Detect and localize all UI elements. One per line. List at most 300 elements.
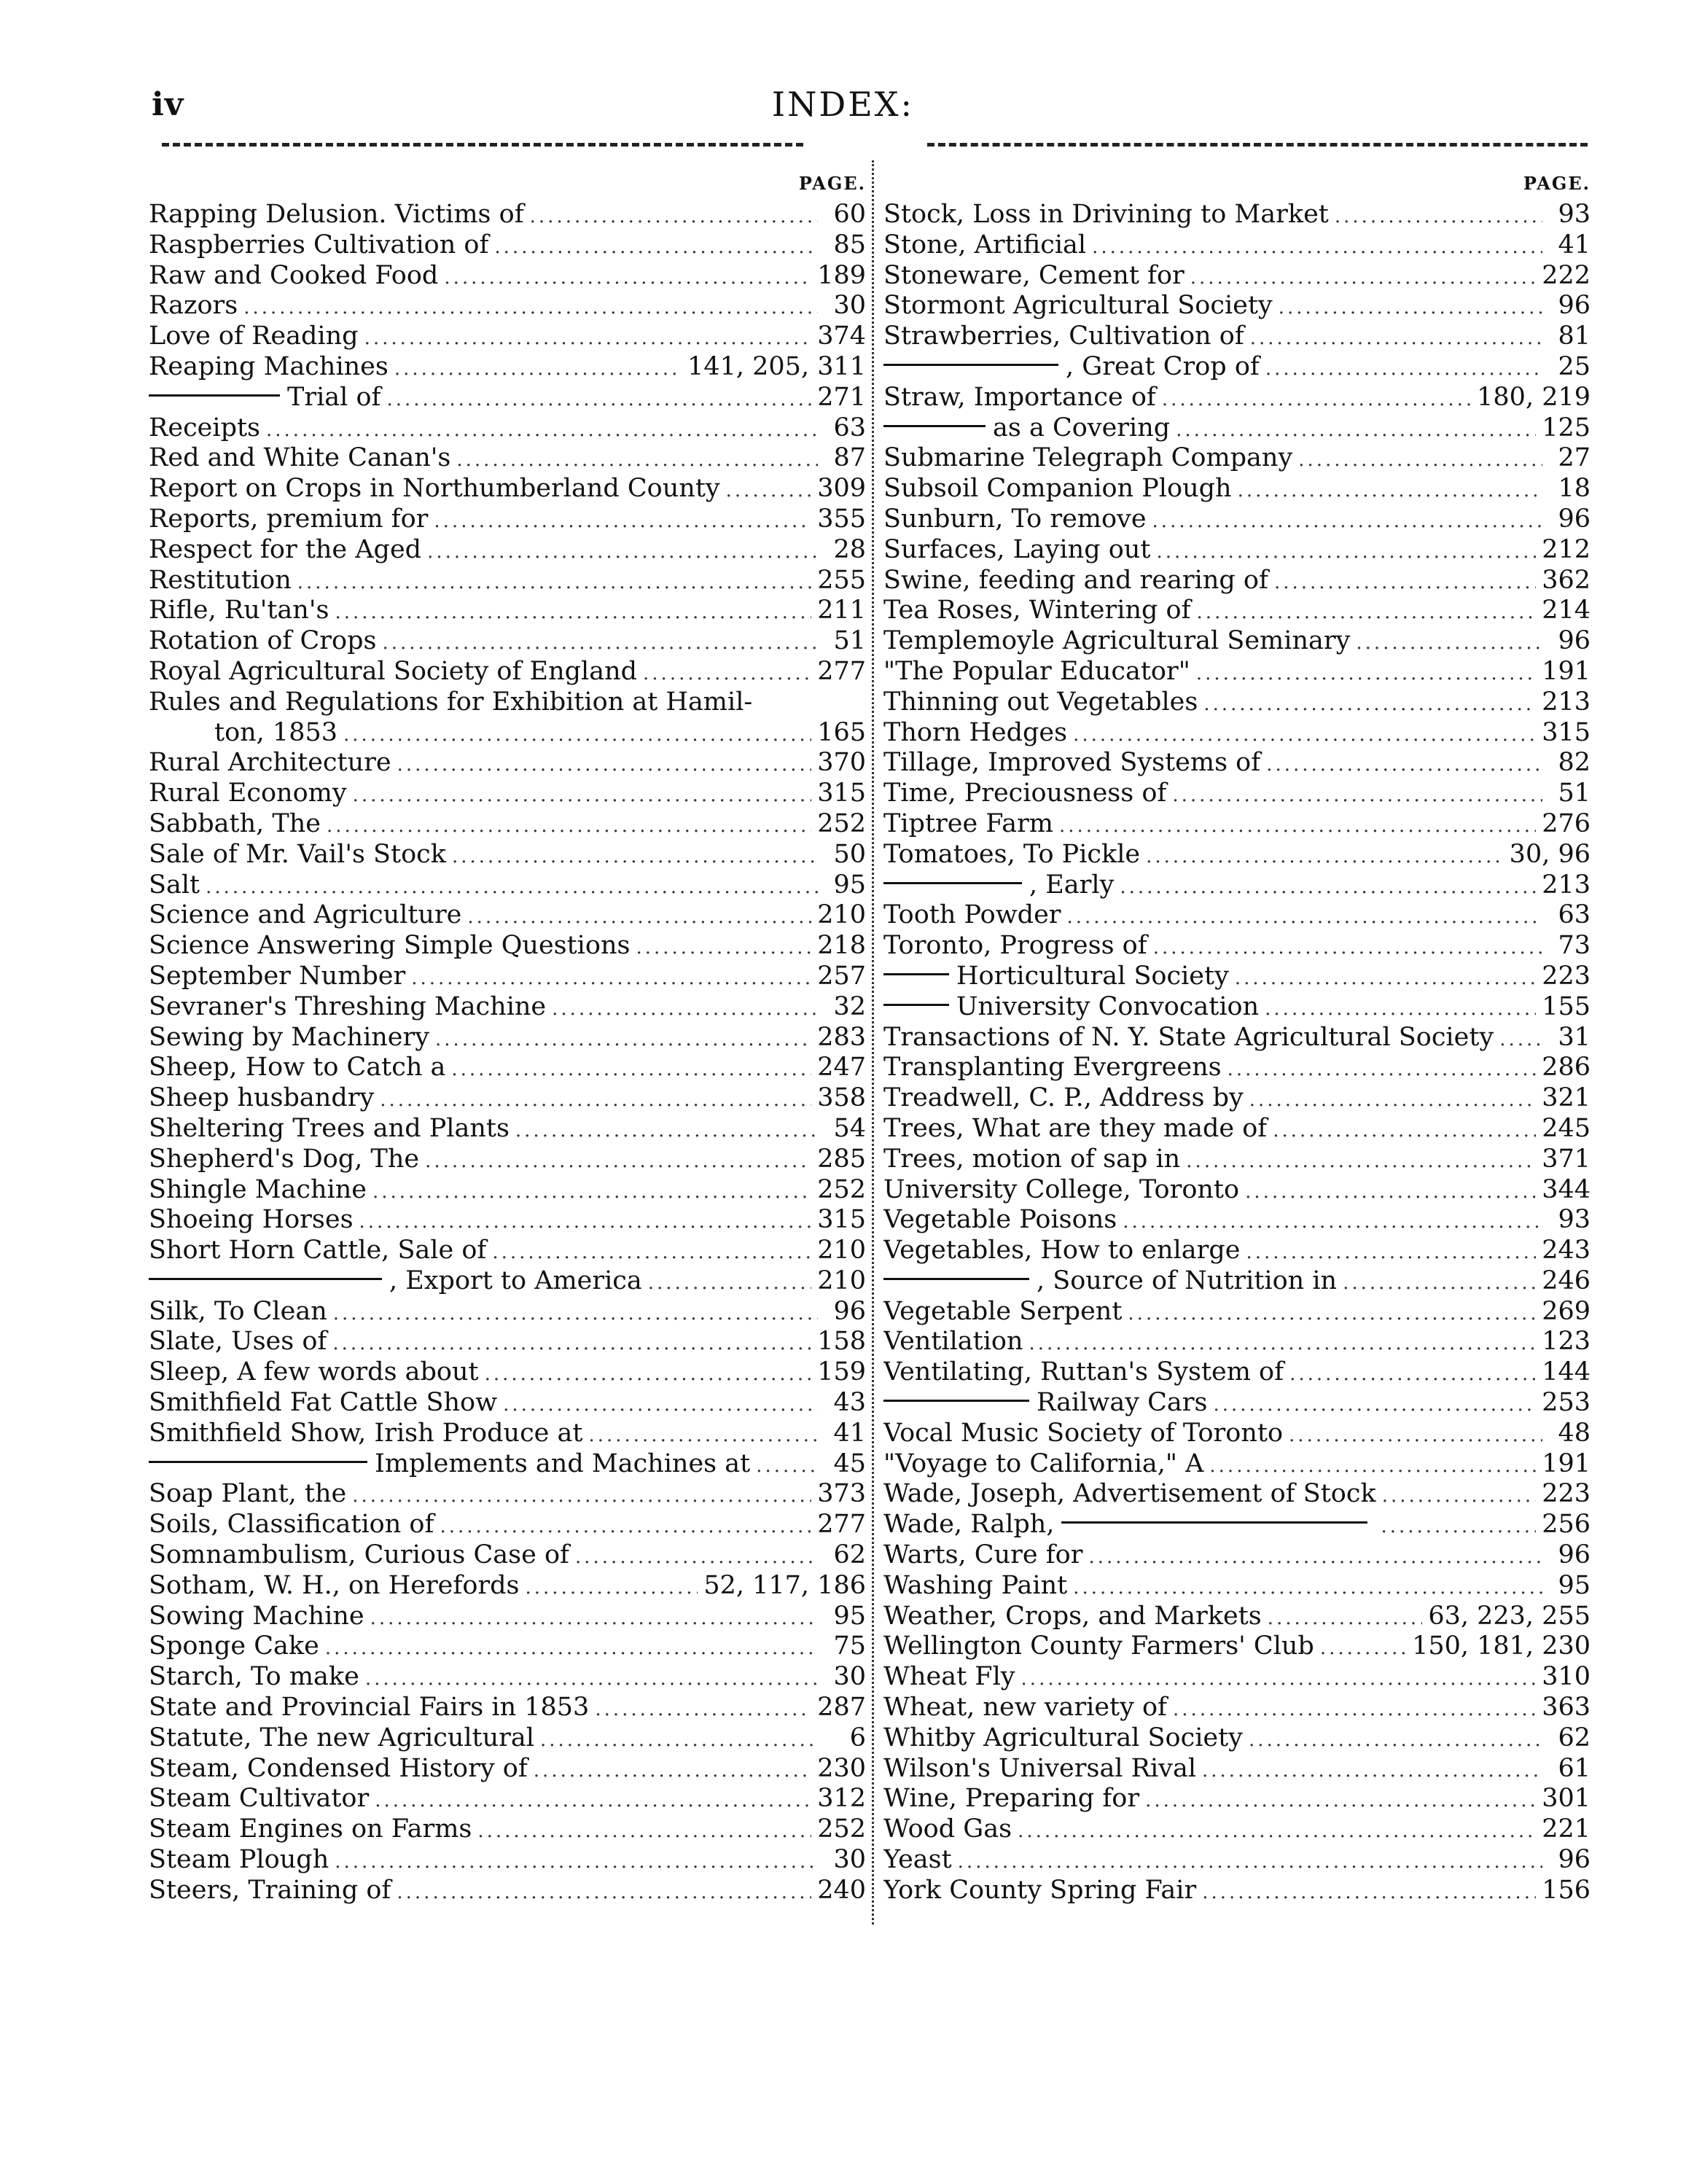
entry-title-text: Rural Economy: [149, 779, 347, 808]
entry-title: [149, 1693, 589, 1723]
entry-title-text: Sotham, W. H., on Herefords: [149, 1570, 520, 1600]
entry-title-text: York County Spring Fair: [883, 1875, 1197, 1905]
entry-title-text: Tillage, Improved Systems of: [883, 748, 1261, 778]
entry-title: [883, 1023, 1494, 1053]
entry-page: 230: [817, 1753, 866, 1783]
entry-title-text: Red and White Canan's: [149, 443, 451, 473]
entry-page: 81: [1558, 321, 1591, 351]
entry-title-text: Rifle, Ru'tan's: [149, 596, 329, 625]
index-entry: [883, 1175, 1591, 1206]
entry-title-text: Implements and Machines at: [375, 1448, 751, 1478]
entry-page: 32: [833, 991, 866, 1021]
entry-title: [883, 626, 1350, 657]
entry-title: [149, 840, 446, 870]
entry-page: 30: [833, 1662, 866, 1692]
entry-title: [883, 504, 1147, 535]
index-entry: [149, 870, 866, 901]
entry-title-text: State and Provincial Fairs in 1853: [149, 1693, 590, 1723]
index-entry: [883, 504, 1591, 535]
entry-title-text: Receipts: [149, 413, 261, 442]
index-entry: [883, 931, 1591, 962]
index-entry: [883, 291, 1591, 321]
index-entry: [883, 413, 1591, 444]
entry-page: 214: [1542, 596, 1591, 625]
entry-title-text: , Great Crop of: [1066, 351, 1260, 381]
entry-page: 344: [1542, 1174, 1591, 1204]
entry-title-text: Razors: [149, 291, 238, 321]
dot-leader: [1176, 416, 1536, 444]
entry-page: 223: [1542, 961, 1591, 991]
index-entry: [149, 1053, 866, 1083]
index-entry: [149, 535, 866, 566]
entry-title: [883, 1754, 1196, 1785]
entry-title: [883, 1723, 1243, 1754]
ditto-dash: [883, 973, 949, 975]
entry-title-text: Wilson's Universal Rival: [883, 1753, 1197, 1783]
dot-leader: [1246, 1238, 1536, 1266]
index-entry: [883, 962, 1591, 992]
page-column-label: PAGE.: [1523, 173, 1591, 194]
entry-page: 276: [1542, 808, 1591, 838]
entry-page: 51: [833, 626, 866, 656]
entry-title-text: Stock, Loss in Drivining to Market: [883, 200, 1329, 229]
index-entry: [149, 1175, 866, 1206]
entry-title-text: Tooth Powder: [883, 900, 1061, 930]
dot-leader: [335, 598, 811, 626]
index-entry: [883, 1114, 1591, 1144]
index-entry: [883, 657, 1591, 687]
index-entry: [149, 992, 866, 1023]
entry-page: 283: [817, 1022, 866, 1052]
entry-title-text: Washing Paint: [883, 1570, 1068, 1600]
entry-page: 277: [817, 656, 866, 686]
dot-leader: [206, 873, 818, 901]
entry-title: [883, 1571, 1067, 1602]
index-entry: [149, 1083, 866, 1114]
entry-title: [149, 1205, 354, 1236]
index-entry: [149, 1357, 866, 1388]
dot-leader: [1123, 1207, 1542, 1236]
dot-leader: [1245, 1177, 1536, 1206]
dot-leader: [333, 1299, 818, 1327]
entry-title-text: Sevraner's Threshing Machine: [149, 991, 547, 1021]
entry-title-text: Yeast: [883, 1845, 952, 1875]
entry-page: 212: [1542, 534, 1591, 564]
dot-leader: [1356, 628, 1542, 657]
index-entry: [149, 687, 866, 718]
entry-page: 123: [1542, 1327, 1591, 1357]
entry-page: 243: [1542, 1236, 1591, 1265]
entry-title: [149, 474, 720, 504]
index-entry: [883, 1723, 1591, 1754]
page-number: iv: [152, 86, 184, 123]
index-entry: [149, 1631, 866, 1662]
entry-title: [883, 1510, 1375, 1540]
entry-title-text: Sale of Mr. Vail's Stock: [149, 839, 446, 869]
dot-leader: [595, 1695, 811, 1723]
entry-page: 61: [1558, 1753, 1591, 1783]
dot-leader: [297, 568, 811, 596]
entry-page: 155: [1542, 991, 1591, 1021]
entry-page: 158: [817, 1327, 866, 1357]
index-entry: [149, 1662, 866, 1693]
entry-page: 286: [1542, 1053, 1591, 1083]
entry-page: 28: [833, 534, 866, 564]
entry-page: 191: [1542, 1448, 1591, 1478]
entry-page: 82: [1558, 748, 1591, 778]
entry-page: 315: [817, 779, 866, 808]
entry-title-text: Report on Crops in Northumberland County: [149, 474, 720, 504]
entry-title: [883, 1540, 1082, 1571]
dot-leader: [1381, 1512, 1536, 1540]
entry-title-text: "Voyage to California," A: [883, 1448, 1204, 1478]
entry-title-text: Horticultural Society: [956, 961, 1229, 991]
entry-page: 27: [1558, 443, 1591, 473]
index-entry: [149, 1540, 866, 1571]
dot-leader: [467, 902, 811, 931]
dot-leader: [534, 1756, 811, 1785]
entry-page: 73: [1558, 931, 1591, 961]
ditto-dash: [883, 1004, 949, 1006]
index-entry: [149, 443, 866, 474]
entry-title: [149, 1540, 569, 1571]
entry-page: 141, 205, 311: [687, 351, 866, 381]
index-entry: [149, 383, 866, 413]
dot-leader: [1343, 1268, 1536, 1297]
entry-title: [883, 687, 1198, 718]
entry-title-text: Ventilation: [883, 1327, 1023, 1357]
entry-title-text: Shoeing Horses: [149, 1205, 354, 1235]
entry-title-text: Surfaces, Laying out: [883, 534, 1151, 564]
index-entry: [149, 1144, 866, 1175]
column-divider: [872, 160, 874, 1924]
entry-title-text: Wheat, new variety of: [883, 1693, 1168, 1723]
index-entry: [149, 1419, 866, 1449]
entry-title-text: Thorn Hedges: [883, 717, 1068, 747]
index-entry: [883, 1327, 1591, 1357]
ditto-dash: [149, 1461, 367, 1463]
header-rule-left: [162, 143, 803, 147]
entry-title-text: Sabbath, The: [149, 808, 321, 838]
entry-page: 210: [817, 1236, 866, 1265]
index-entry: [149, 962, 866, 992]
entry-title: [883, 352, 1260, 383]
dot-leader: [411, 964, 811, 992]
index-entry: [883, 718, 1591, 749]
entry-title: [883, 809, 1053, 840]
index-entry: [883, 1540, 1591, 1571]
ditto-dash: [883, 364, 1058, 366]
dot-leader: [386, 385, 811, 413]
entry-title: [883, 992, 1259, 1023]
entry-title: [883, 443, 1292, 474]
entry-title-text: Vocal Music Society of Toronto: [883, 1418, 1284, 1448]
dot-leader: [440, 1512, 811, 1540]
entry-title: [149, 200, 524, 230]
index-entry: [883, 809, 1591, 840]
entry-title: [149, 1297, 327, 1327]
entry-title-text: Science Answering Simple Questions: [149, 931, 631, 961]
index-entry: [149, 230, 866, 261]
index-entry: [149, 566, 866, 596]
index-entry: [883, 1693, 1591, 1723]
dot-leader: [648, 1268, 811, 1297]
index-entry: [883, 352, 1591, 383]
dot-leader: [1172, 781, 1542, 809]
dot-leader: [726, 476, 812, 504]
entry-title: [883, 718, 1067, 749]
index-entry: [149, 474, 866, 504]
entry-page: 62: [1558, 1723, 1591, 1752]
header-rule-right: [927, 143, 1588, 147]
entry-page: 125: [1542, 413, 1591, 442]
index-entry: [883, 870, 1591, 901]
dot-leader: [435, 1025, 811, 1053]
dot-leader: [394, 354, 682, 383]
index-entry: [883, 1662, 1591, 1693]
entry-title: [149, 1266, 642, 1297]
entry-title-text: Love of Reading: [149, 321, 359, 351]
dot-leader: [1249, 1725, 1542, 1754]
ditto-dash: [149, 394, 280, 397]
index-entry: [883, 1602, 1591, 1632]
entry-title-text: Sheep husbandry: [149, 1083, 375, 1113]
dot-leader: [1029, 1329, 1537, 1357]
dot-leader: [958, 1847, 1542, 1876]
dot-leader: [1152, 507, 1542, 535]
entry-page: 95: [833, 1601, 866, 1631]
entry-page: 96: [833, 1296, 866, 1326]
entry-title-text: Vegetable Serpent: [883, 1296, 1123, 1326]
entry-title: [149, 1723, 534, 1754]
index-entry: [883, 992, 1591, 1023]
entry-page: 96: [1558, 626, 1591, 656]
index-entry: [883, 230, 1591, 261]
dot-leader: [1146, 842, 1504, 870]
entry-title-text: Thinning out Vegetables: [883, 687, 1198, 717]
dot-leader: [451, 1055, 811, 1083]
dot-leader: [343, 720, 811, 749]
entry-page: 41: [1558, 230, 1591, 260]
index-entries-left: [149, 200, 866, 1906]
index-entry: [149, 1266, 866, 1297]
entry-title: [149, 870, 200, 901]
entry-page: 189: [817, 260, 866, 290]
index-entry: [149, 1114, 866, 1144]
entry-title: [883, 1814, 1012, 1845]
dot-leader: [444, 263, 811, 292]
entry-title-text: Royal Agricultural Society of England: [149, 656, 638, 686]
dot-leader: [1190, 263, 1536, 292]
dot-leader: [643, 659, 811, 687]
entry-title: [883, 1693, 1167, 1723]
entry-page: 240: [817, 1875, 866, 1905]
entry-title: [149, 900, 461, 931]
entry-page: 252: [817, 1174, 866, 1204]
entry-title: [883, 1449, 1203, 1480]
entry-title-text: Wine, Preparing for: [883, 1784, 1140, 1814]
entry-page: 277: [817, 1510, 866, 1540]
entry-title-text: Silk, To Clean: [149, 1296, 327, 1326]
index-entry: [149, 1449, 866, 1480]
dot-leader: [526, 1573, 698, 1602]
entry-page: 285: [817, 1144, 866, 1174]
dot-leader: [1273, 1116, 1536, 1144]
index-entry: [883, 1388, 1591, 1419]
dot-leader: [1059, 811, 1536, 840]
entry-page: 309: [817, 474, 866, 504]
entry-title: [149, 1602, 364, 1632]
entry-title-text: Raspberries Cultivation of: [149, 230, 489, 260]
dot-leader: [1266, 750, 1542, 779]
entry-title-text: Soap Plant, the: [149, 1479, 347, 1509]
ditto-dash: [1061, 1521, 1367, 1524]
entry-page: 25: [1558, 351, 1591, 381]
index-entry: [883, 596, 1591, 626]
entry-page: 310: [1542, 1662, 1591, 1692]
entry-title: [883, 1631, 1314, 1662]
entry-title: [149, 687, 752, 718]
entry-page: 370: [817, 748, 866, 778]
entry-title: [883, 931, 1147, 962]
entry-title: [883, 230, 1086, 261]
entry-title-text: Tomatoes, To Pickle: [883, 839, 1141, 869]
index-entry: [149, 1571, 866, 1602]
entry-title: [883, 596, 1191, 626]
entry-page: 144: [1542, 1357, 1591, 1387]
entry-title-text: Railway Cars: [1037, 1388, 1208, 1418]
dot-leader: [1092, 233, 1542, 261]
entry-title: [883, 1144, 1180, 1175]
index-entry: [149, 1845, 866, 1876]
entry-title-text: Strawberries, Cultivation of: [883, 321, 1244, 351]
entry-page: 156: [1542, 1875, 1591, 1905]
index-entry: [149, 596, 866, 626]
index-entry: [149, 809, 866, 840]
entry-page: 252: [817, 1814, 866, 1844]
entry-title-text: Stoneware, Cement for: [883, 260, 1185, 290]
index-entries-right: [883, 200, 1591, 1906]
dot-leader: [1298, 445, 1542, 474]
dot-leader: [1067, 902, 1542, 931]
entry-title-text: Science and Agriculture: [149, 900, 462, 930]
index-entry: [883, 566, 1591, 596]
entry-page: 50: [833, 839, 866, 869]
page-column-label: PAGE.: [798, 173, 866, 194]
entry-title-text: as a Covering: [993, 413, 1171, 442]
entry-title: [883, 1876, 1196, 1906]
entry-page: 30: [833, 1845, 866, 1875]
entry-title-text: Vegetable Poisons: [883, 1205, 1117, 1235]
entry-title-text: Swine, feeding and rearing of: [883, 565, 1268, 595]
entry-page: 358: [817, 1083, 866, 1113]
entry-title: [883, 1602, 1262, 1632]
index-entry: [149, 291, 866, 321]
entry-page: 247: [817, 1053, 866, 1083]
entry-title-text: Sowing Machine: [149, 1601, 364, 1631]
index-entry: [149, 413, 866, 444]
dot-leader: [1145, 1786, 1536, 1814]
index-entry: [149, 840, 866, 870]
entry-title: [883, 840, 1140, 870]
entry-title-text: Warts, Cure for: [883, 1540, 1083, 1570]
entry-page: 371: [1542, 1144, 1591, 1174]
entry-title: [149, 443, 450, 474]
entry-page: 287: [817, 1693, 866, 1723]
dot-leader: [1320, 1634, 1406, 1662]
entry-page: 75: [833, 1631, 866, 1661]
entry-title: [883, 1419, 1283, 1449]
dot-leader: [1197, 598, 1537, 626]
entry-title-text: Soils, Classification of: [149, 1510, 434, 1540]
index-entry: [149, 1023, 866, 1053]
entry-page: 85: [833, 230, 866, 260]
entry-title-text: Toronto, Progress of: [883, 931, 1147, 961]
entry-page: 48: [1558, 1418, 1591, 1448]
entry-title: [883, 900, 1061, 931]
entry-page: 6: [849, 1723, 866, 1752]
entry-title: [149, 748, 391, 779]
index-entry: [149, 900, 866, 931]
dot-leader: [515, 1116, 818, 1144]
dot-leader: [1120, 873, 1536, 901]
entry-page: 255: [817, 565, 866, 595]
dot-leader: [1021, 1664, 1537, 1693]
dot-leader: [325, 1634, 818, 1662]
entry-title: [883, 261, 1185, 292]
dot-leader: [588, 1421, 818, 1449]
entry-title: [149, 992, 546, 1023]
entry-title-text: Transplanting Evergreens: [883, 1053, 1222, 1083]
index-entry: [883, 1419, 1591, 1449]
index-entry: [149, 1510, 866, 1540]
entry-title-text: Time, Preciousness of: [883, 779, 1167, 808]
dot-leader: [1203, 690, 1536, 718]
entry-title: [149, 1754, 528, 1785]
index-entry: [883, 1266, 1591, 1297]
dot-leader: [375, 1786, 811, 1814]
entry-title: [149, 566, 292, 596]
entry-title: [149, 383, 380, 413]
entry-page: 30: [833, 291, 866, 321]
entry-title-text: Steam, Condensed History of: [149, 1753, 528, 1783]
ditto-dash: [883, 882, 1022, 884]
dot-leader: [477, 1817, 811, 1845]
index-entry: [883, 1297, 1591, 1327]
entry-title: [149, 1114, 510, 1144]
entry-title-text: September Number: [149, 961, 406, 991]
entry-title-text: Submarine Telegraph Company: [883, 443, 1293, 473]
entry-title: [883, 1388, 1207, 1419]
entry-title-text: Smithfield Show, Irish Produce at: [149, 1418, 583, 1448]
entry-title: [149, 1175, 367, 1206]
index-entry: [883, 626, 1591, 657]
index-entry: [149, 261, 866, 292]
entry-title: [149, 1571, 520, 1602]
entry-page: 165: [817, 717, 866, 747]
entry-page: 52, 117, 186: [703, 1570, 866, 1600]
dot-leader: [1202, 1756, 1542, 1785]
entry-title-text: Subsoil Companion Plough: [883, 474, 1232, 504]
dot-leader: [353, 781, 812, 809]
index-entry: [883, 1083, 1591, 1114]
entry-title: [149, 931, 630, 962]
dot-leader: [1213, 1390, 1536, 1419]
entry-title-text: Rapping Delusion. Victims of: [149, 200, 524, 229]
entry-page: 221: [1542, 1814, 1591, 1844]
entry-title-text: Tiptree Farm: [883, 808, 1053, 838]
entry-title-text: Salt: [149, 870, 200, 900]
